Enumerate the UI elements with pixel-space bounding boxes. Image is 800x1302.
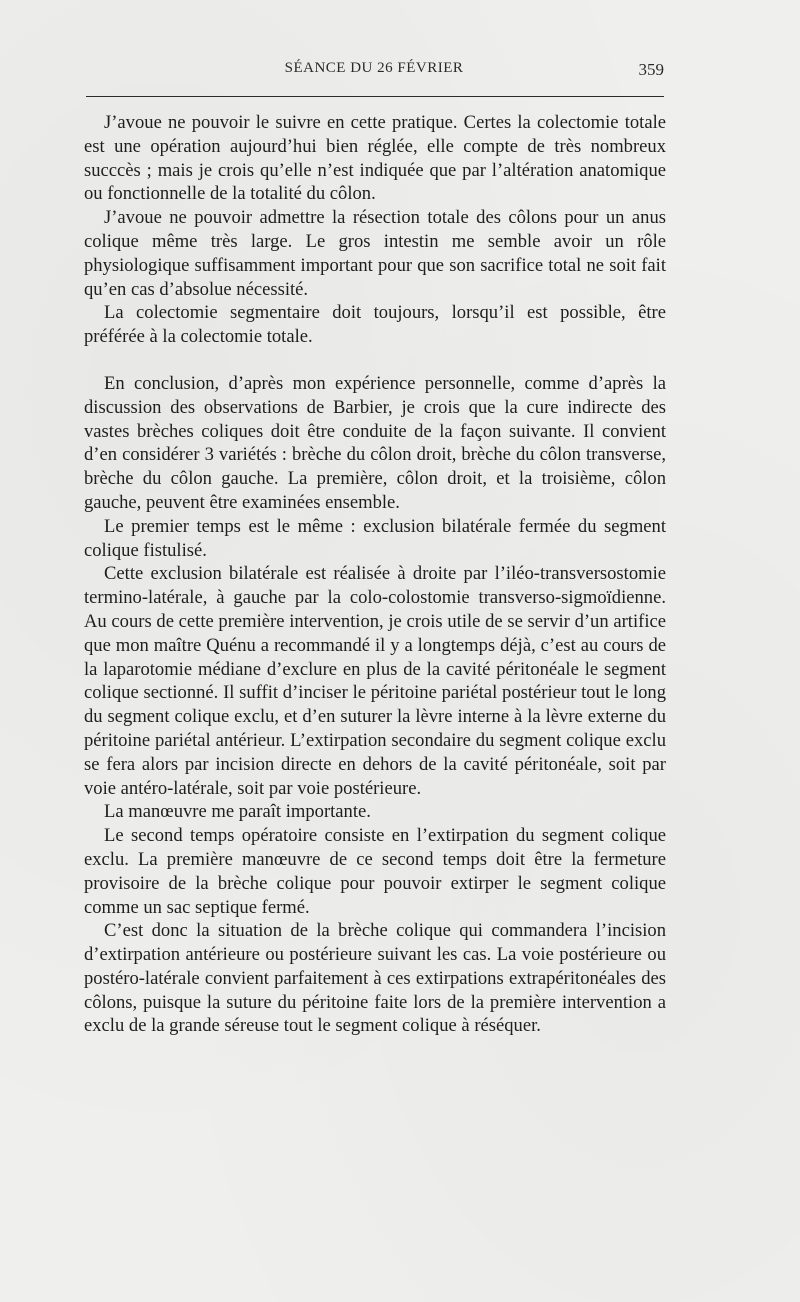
- paragraph: La manœuvre me paraît importante.: [104, 801, 371, 823]
- paragraph: J’avoue ne pouvoir admettre la résection totale des côlons pour un anus colique même très large. Le gros intestin me semble avoir un rôle physiologique suffisamment important pour que son sacrifice total ne soit fait qu’en cas d’absolue nécessité.: [84, 207, 666, 300]
- running-head: [84, 60, 664, 82]
- paragraph: Le premier temps est le même : exclusion bilatérale fermée du segment colique fistulisé.: [84, 515, 666, 561]
- paragraph: J’avoue ne pouvoir le suivre en cette pratique. Certes la colectomie totale est une opération aujourd’hui bien réglée, elle compte de très nombreux succcès ; mais je crois qu’elle n’est indiquée que par l’altération anatomique ou fonctionnelle de la totalité du côlon.: [84, 112, 666, 205]
- paragraph: La colectomie segmentaire doit toujours, lorsqu’il est possible, être préférée à la colectomie totale.: [84, 302, 666, 348]
- page-number: 359: [638, 60, 664, 79]
- header-rule: [86, 96, 664, 97]
- running-head-title: SÉANCE DU 26 FÉVRIER: [284, 60, 464, 76]
- paragraph: C’est donc la situation de la brèche colique qui commandera l’incision d’extirpation antérieure ou postérieure suivant les cas. La voie postérieure ou postéro-latérale convient parfaitement à ces extirpations extrapéritonéales des côlons, puisque la suture du péritoine faite lors de la première intervention a exclu de la grande séreuse tout le segment colique à réséquer.: [84, 920, 666, 1037]
- paragraph: Cette exclusion bilatérale est réalisée à droite par l’iléo-transversostomie termino-latérale, à gauche par la colo-colostomie transverso-sigmoïdienne. Au cours de cette première intervention, je crois utile de se servir d’un artifice que mon maître Quénu a recommandé il y a longtemps déjà, c’est au cours de la laparotomie médiane d’exclure en plus de la cavité péritonéale le segment colique sectionné. Il suffit d’inciser le péritoine pariétal postérieur tout le long du segment colique exclu, et d’en suturer la lèvre interne à la lèvre externe du péritoine pariétal antérieur. L’extirpation secondaire du segment colique exclu se fera alors par incision directe en dehors de la cavité péritonéale, soit par voie antéro-latérale, soit par voie postérieure.: [84, 563, 666, 799]
- body-text: [84, 111, 666, 1038]
- paragraph: Le second temps opératoire consiste en l’extirpation du segment colique exclu. La première manœuvre de ce second temps doit être la fermeture provisoire de la brèche colique pour pouvoir extirper le segment colique comme un sac septique fermé.: [84, 825, 666, 918]
- paragraph: En conclusion, d’après mon expérience personnelle, comme d’après la discussion des observations de Barbier, je crois que la cure indirecte des vastes brèches coliques doit être conduite de la façon suivante. Il convient d’en considérer 3 variétés : brèche du côlon droit, brèche du côlon transverse, brèche du côlon gauche. La première, côlon droit, et la troisième, côlon gauche, peuvent être examinées ensemble.: [84, 372, 666, 513]
